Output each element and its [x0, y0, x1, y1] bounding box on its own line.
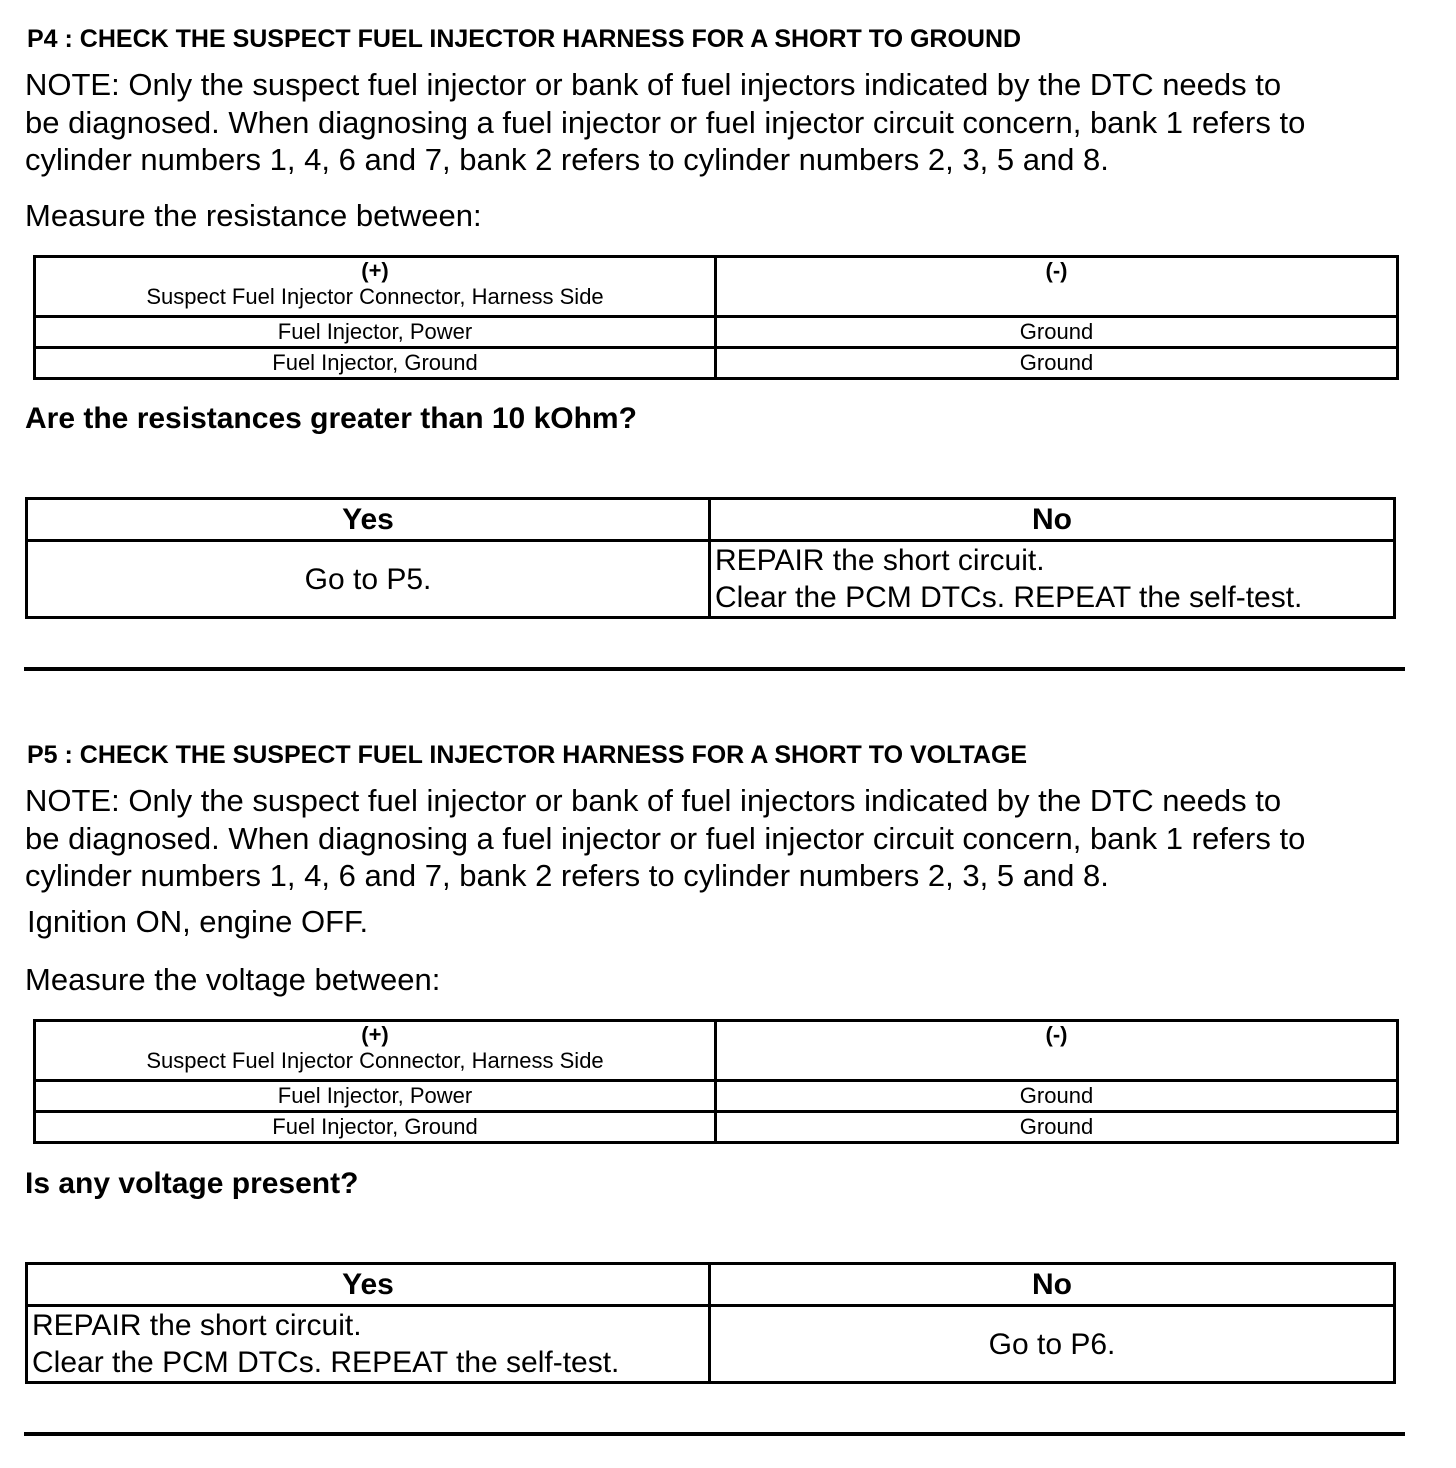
- measure-label-p4: Measure the resistance between:: [25, 198, 482, 233]
- minus-sign: (-): [1045, 258, 1068, 283]
- question-p4: Are the resistances greater than 10 kOhm?: [25, 402, 637, 435]
- decision-body-row: [27, 541, 1395, 618]
- step-title-p4: P4 : CHECK THE SUSPECT FUEL INJECTOR HARNESS FOR A SHORT TO GROUND: [27, 25, 1022, 53]
- decision-header-row: [27, 1264, 1395, 1306]
- header-plus-label: Suspect Fuel Injector Connector, Harness Side: [146, 1048, 604, 1073]
- decision-body-row: [27, 1306, 1395, 1383]
- note-p4: [25, 66, 1445, 179]
- header-minus-cell: [716, 1021, 1398, 1081]
- no-action-line: REPAIR the short circuit.: [715, 544, 1045, 577]
- header-plus-label: Suspect Fuel Injector Connector, Harness Side: [146, 284, 604, 309]
- no-action-cell: [710, 1306, 1395, 1383]
- no-action-line: Clear the PCM DTCs. REPEAT the self-test.: [715, 581, 1303, 614]
- yes-action-cell: [27, 1306, 710, 1383]
- instruction-p5: Ignition ON, engine OFF.: [27, 904, 369, 939]
- yes-action-line: Go to P5.: [304, 562, 432, 596]
- note-line: be diagnosed. When diagnosing a fuel injector or fuel injector circuit concern, bank 1 refers to: [25, 104, 1306, 140]
- plus-cell: Fuel Injector, Power: [35, 1081, 716, 1112]
- table-row: [35, 317, 1398, 348]
- note-line: be diagnosed. When diagnosing a fuel injector or fuel injector circuit concern, bank 1 refers to: [25, 820, 1306, 856]
- plus-cell: Fuel Injector, Ground: [35, 1112, 716, 1143]
- plus-sign: (+): [361, 258, 389, 283]
- plus-cell: Fuel Injector, Power: [35, 317, 716, 348]
- yes-header: Yes: [27, 499, 710, 541]
- decision-table-p4: [25, 497, 1396, 619]
- no-header: No: [710, 499, 1395, 541]
- minus-cell: Ground: [716, 317, 1398, 348]
- yes-action-line: REPAIR the short circuit.: [32, 1309, 362, 1342]
- minus-cell: Ground: [716, 1112, 1398, 1143]
- plus-sign: (+): [361, 1022, 389, 1047]
- step-title-p5: P5 : CHECK THE SUSPECT FUEL INJECTOR HARNESS FOR A SHORT TO VOLTAGE: [27, 741, 1028, 769]
- measurement-table-p5: [33, 1019, 1399, 1144]
- yes-action-line: Clear the PCM DTCs. REPEAT the self-test.: [32, 1346, 620, 1379]
- minus-cell: Ground: [716, 348, 1398, 379]
- note-line: NOTE: Only the suspect fuel injector or bank of fuel injectors indicated by the DTC needs to: [25, 783, 1282, 818]
- header-plus-cell: [35, 257, 716, 317]
- measurement-table-p4: [33, 255, 1399, 380]
- yes-header: Yes: [27, 1264, 710, 1306]
- note-p5: [25, 782, 1445, 895]
- plus-cell: Fuel Injector, Ground: [35, 348, 716, 379]
- minus-cell: Ground: [716, 1081, 1398, 1112]
- minus-sign: (-): [1045, 1022, 1068, 1047]
- no-action-line: Go to P6.: [988, 1327, 1116, 1361]
- measure-label-p5: Measure the voltage between:: [25, 962, 441, 997]
- no-action-cell: [710, 541, 1395, 618]
- measurement-table-header: [35, 257, 1398, 317]
- note-line: cylinder numbers 1, 4, 6 and 7, bank 2 refers to cylinder numbers 2, 3, 5 and 8.: [25, 142, 1109, 177]
- section-divider: [24, 667, 1405, 671]
- table-row: [35, 1081, 1398, 1112]
- section-divider: [24, 1432, 1405, 1436]
- note-line: cylinder numbers 1, 4, 6 and 7, bank 2 refers to cylinder numbers 2, 3, 5 and 8.: [25, 858, 1109, 893]
- decision-header-row: [27, 499, 1395, 541]
- yes-action-cell: [27, 541, 710, 618]
- header-plus-cell: [35, 1021, 716, 1081]
- table-row: [35, 1112, 1398, 1143]
- measurement-table-header: [35, 1021, 1398, 1081]
- question-p5: Is any voltage present?: [25, 1167, 359, 1200]
- note-line: NOTE: Only the suspect fuel injector or bank of fuel injectors indicated by the DTC needs to: [25, 67, 1282, 102]
- no-header: No: [710, 1264, 1395, 1306]
- header-minus-cell: [716, 257, 1398, 317]
- table-row: [35, 348, 1398, 379]
- decision-table-p5: [25, 1262, 1396, 1384]
